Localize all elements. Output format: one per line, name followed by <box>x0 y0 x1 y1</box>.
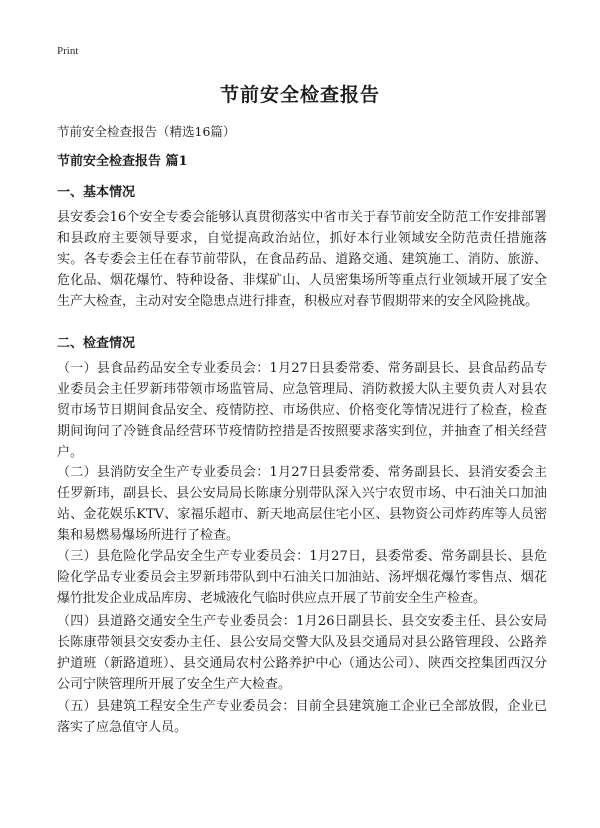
section-heading-inspection: 二、检查情况 <box>57 336 136 351</box>
section-heading-basic: 一、基本情况 <box>57 185 136 200</box>
print-label: Print <box>57 45 79 57</box>
document-subtitle: 节前安全检查报告（精选16篇） <box>57 124 236 139</box>
paragraph-basic-situation: 县安委会16个安全专委会能够认真贯彻落实中省市关于春节前安全防范工作安排部署和县政府主要领导要求，自觉提高政治站位，抓好本行业领域安全防范责任措施落实。各专委会主任在春节前带队，在食品药品、道路交通、建筑施工、消防、旅游、危化品、烟花爆竹、特种设备、非煤矿山、人员密集场所等重点行业领域开展了安全生产大检查，主动对安全隐患点进行排查，积极应对春节假期带来的安全风险挑战。 <box>57 210 547 309</box>
paragraph-fire-safety: （二）县消防安全生产专业委员会：1月27日县委常委、常务副县长、县消安委会主任罗新玮，副县长、县公安局局长陈康分别带队深入兴宁农贸市场、中石油关口加油站、金花娱乐KTV、家福乐超市、新天地高层住宅小区、县物资公司炸药库等人员密集和易燃易爆场所进行了检查。 <box>57 465 547 543</box>
article-heading: 节前安全检查报告 篇1 <box>57 154 188 169</box>
paragraph-road-traffic: （四）县道路交通安全生产专业委员会：1月26日副县长、县交安委主任、县公安局长陈康带领县交安委办主任、县公安局交警大队及县交通局对县公路管理段、公路养护道班（新路道班）、县交通局农村公路养护中心（通达公司）、陕西交控集团西汉分公司宁陕管理所开展了安全生产大检查。 <box>57 614 547 692</box>
paragraph-hazardous-chemicals: （三）县危险化学品安全生产专业委员会：1月27日，县委常委、常务副县长、县危险化学品专业委员会主罗新玮带队到中石油关口加油站、汤坪烟花爆竹零售点、烟花爆竹批发企业成品库房、老城液化气临时供应点开展了节前安全生产检查。 <box>57 549 547 606</box>
paragraph-construction: （五）县建筑工程安全生产专业委员会：目前全县建筑施工企业已全部放假，企业已落实了应急值守人员。 <box>57 699 547 735</box>
document-title: 节前安全检查报告 <box>219 84 380 106</box>
paragraph-food-drug: （一）县食品药品安全专业委员会：1月27日县委常委、常务副县长、县食品药品专业委员会主任罗新玮带领市场监管局、应急管理局、消防救援大队主要负责人对县农贸市场节日期间食品安全、疫情防控、市场供应、价格变化等情况进行了检查，检查期间询问了冷链食品经营环节疫情防控措是否按照要求落实到位，并抽查了相关经营户。 <box>57 361 547 460</box>
